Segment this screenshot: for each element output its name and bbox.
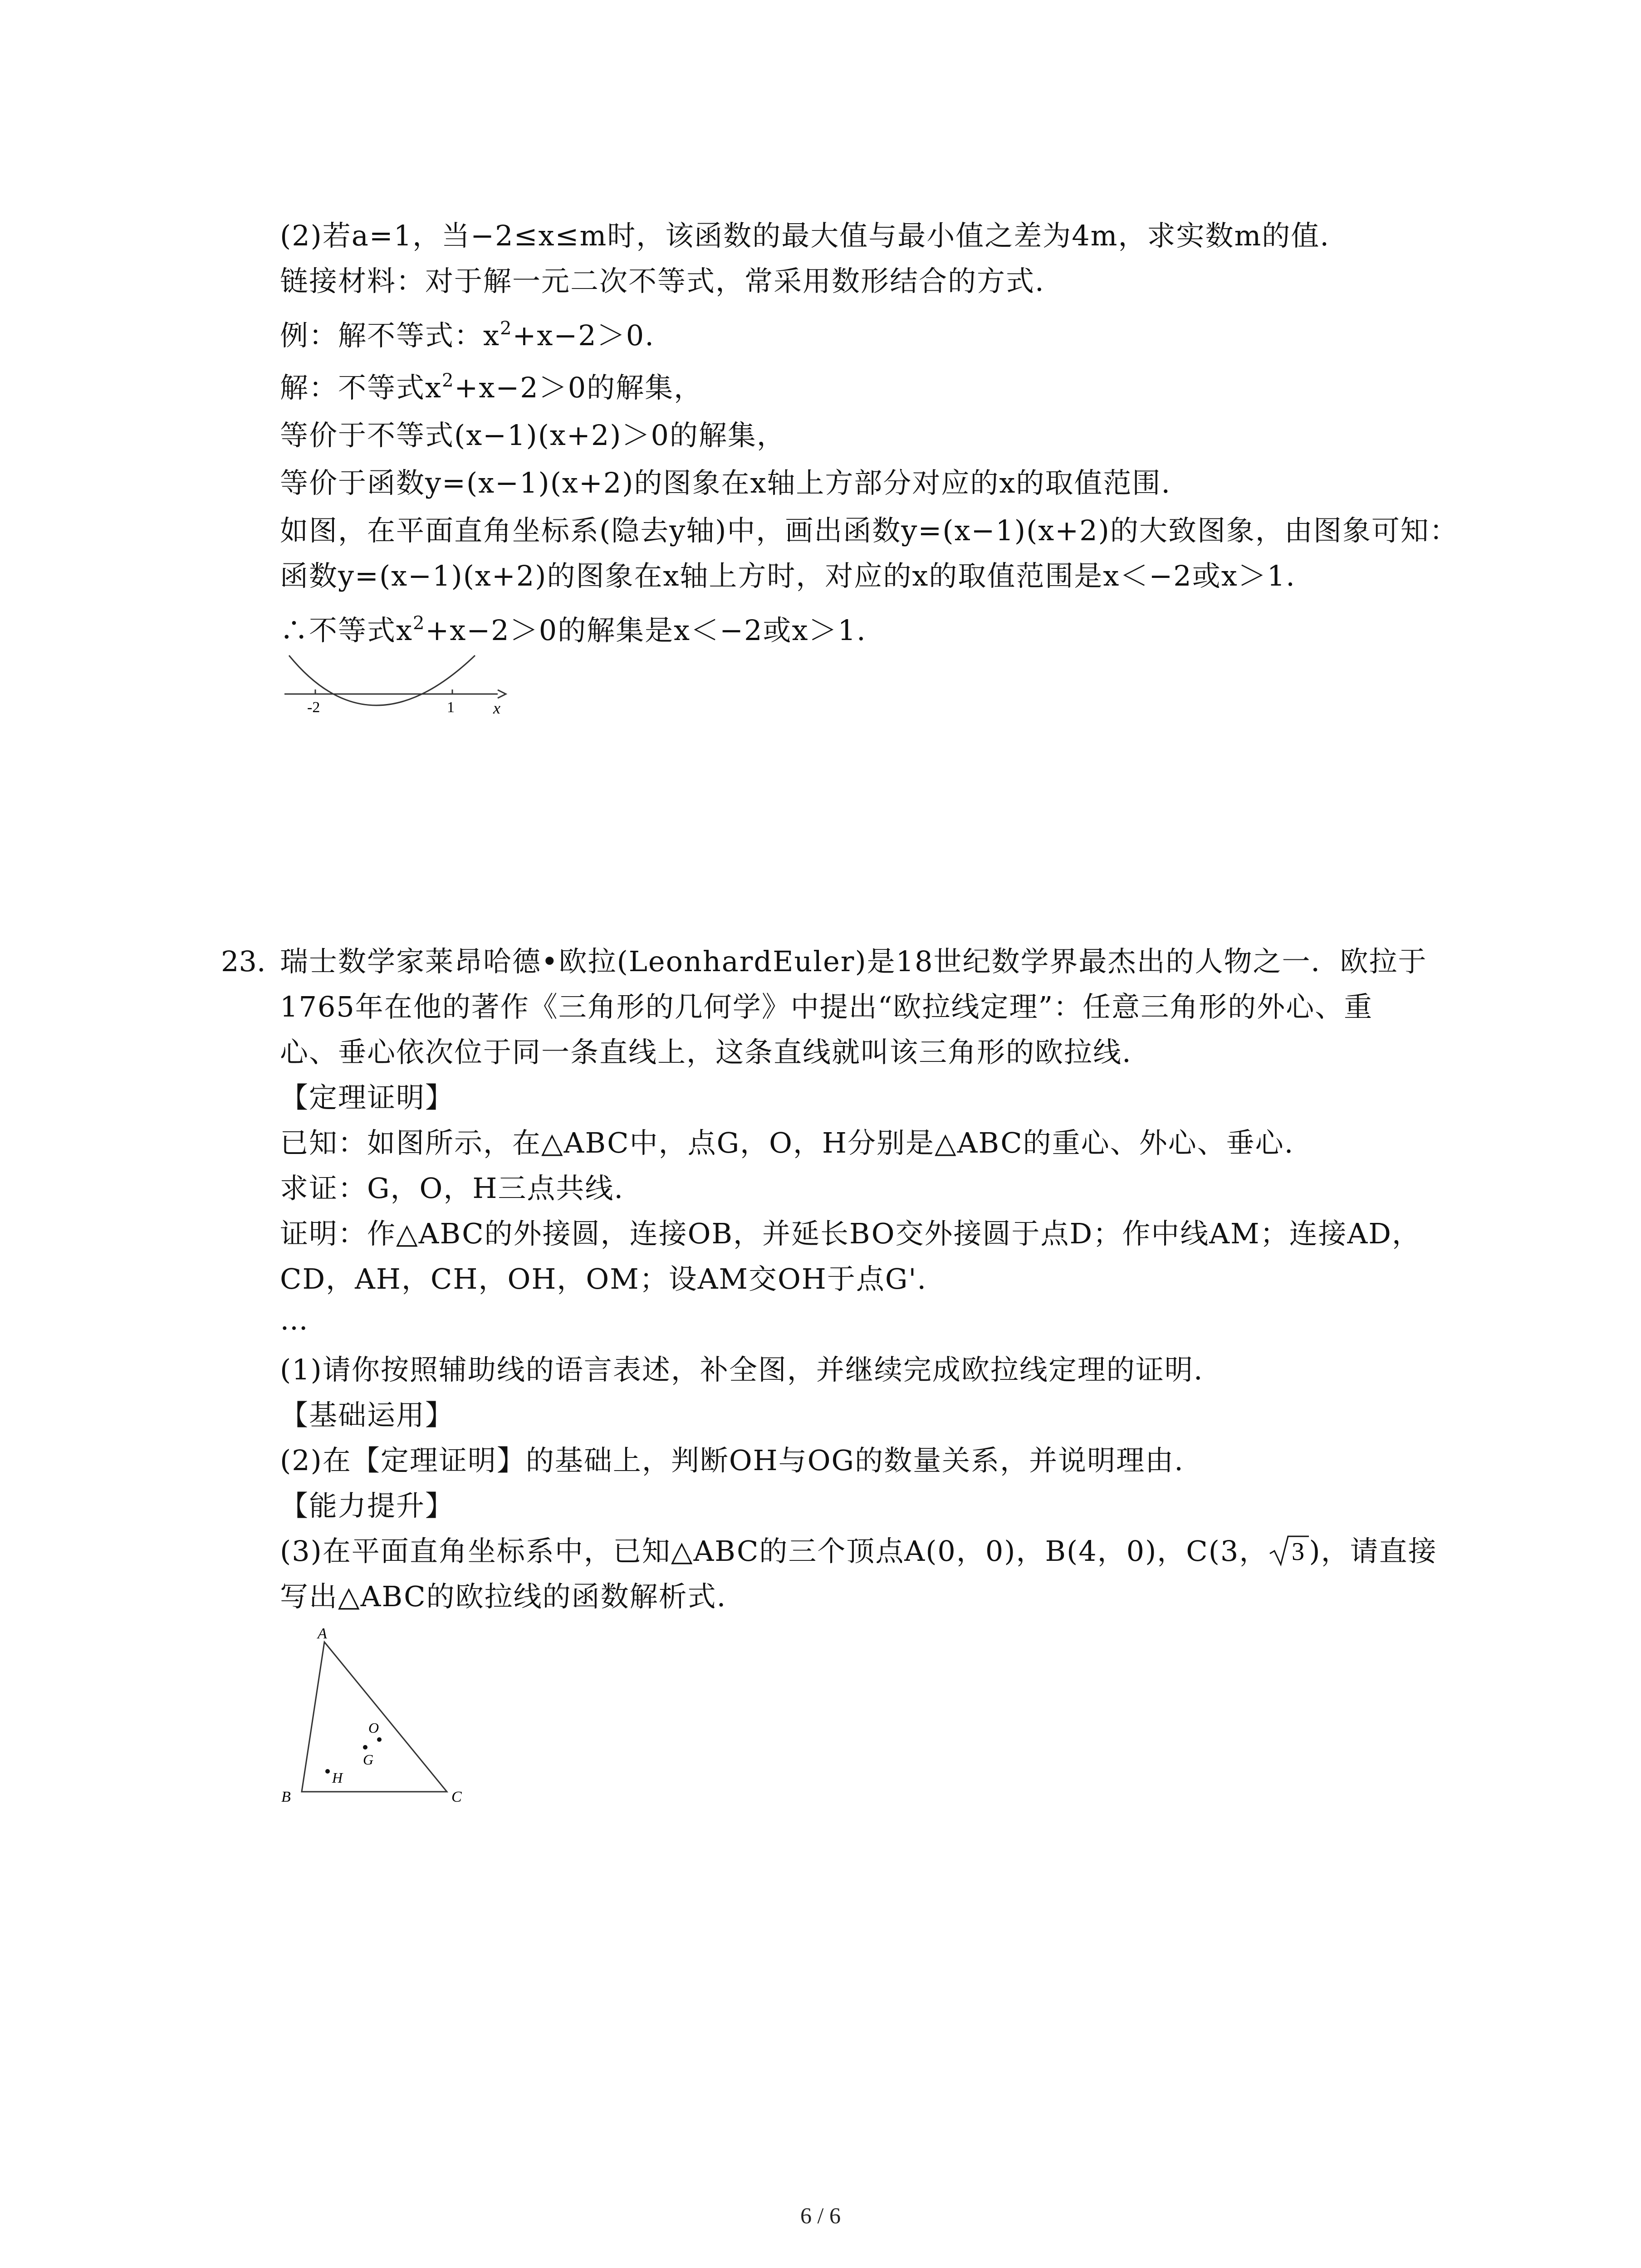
arrow-icon bbox=[498, 690, 506, 698]
point-h bbox=[325, 1769, 330, 1774]
point-o bbox=[377, 1737, 382, 1742]
sqrt-sign-icon bbox=[1268, 1534, 1309, 1567]
vertex-label-b: B bbox=[281, 1789, 291, 1805]
proof-line-1: 证明：作△ABC的外接圆，连接OB，并延长BO交外接圆于点D；作中线AM；连接AD， bbox=[280, 1217, 1421, 1250]
point-label-h: H bbox=[332, 1769, 343, 1786]
sub-question-1: (1)请你按照辅助线的语言表述，补全图，并继续完成欧拉线定理的证明. bbox=[280, 1353, 1204, 1386]
heading-theorem-proof: 【定理证明】 bbox=[280, 1081, 455, 1114]
sub-question-3: (3)在平面直角坐标系中，已知△ABC的三个顶点A(0，0)，B(4，0)，C(3， 3 )，请直接 bbox=[280, 1533, 1437, 1569]
solution-line-4: 如图，在平面直角坐标系(隐去y轴)中，画出函数y=(x−1)(x+2)的大致图象，由图象可知： bbox=[280, 514, 1459, 547]
point-g bbox=[363, 1745, 367, 1750]
point-label-o: O bbox=[368, 1720, 379, 1736]
tick-label-right: 1 bbox=[447, 699, 455, 716]
proof-line-2: CD，AH，CH，OH，OM；设AM交OH于点G'. bbox=[280, 1262, 927, 1295]
sub-question-3-cont: 写出△ABC的欧拉线的函数解析式. bbox=[280, 1580, 727, 1613]
solution-conclusion: ∴不等式$x^2+x-2>0$的解集是x＜−2或x＞1. bbox=[280, 613, 867, 647]
solution-line-1: 解：不等式$x^2+x-2>0$的解集， bbox=[280, 370, 703, 404]
triangle-abc bbox=[302, 1642, 447, 1792]
q23-intro-2: 1765年在他的著作《三角形的几何学》中提出“欧拉线定理”：任意三角形的外心、重 bbox=[280, 990, 1373, 1023]
heading-basic-use: 【基础运用】 bbox=[280, 1398, 455, 1432]
vertex-label-a: A bbox=[318, 1625, 327, 1642]
solution-line-5: 函数y=(x−1)(x+2)的图象在x轴上方时，对应的x的取值范围是x＜−2或x＞1. bbox=[280, 559, 1296, 592]
given-line: 已知：如图所示，在△ABC中，点G，O，H分别是△ABC的重心、外心、垂心. bbox=[280, 1126, 1294, 1159]
axis-label-x: x bbox=[493, 699, 500, 717]
sqrt-three bbox=[1268, 1533, 1309, 1569]
parabola-curve bbox=[289, 655, 475, 705]
ellipsis: … bbox=[280, 1303, 309, 1336]
heading-ability: 【能力提升】 bbox=[280, 1489, 455, 1522]
solution-line-3: 等价于函数y=(x−1)(x+2)的图象在x轴上方部分对应的x的取值范围. bbox=[280, 466, 1171, 499]
triangle-figure bbox=[272, 1624, 481, 1805]
page-number: 6 / 6 bbox=[800, 2203, 841, 2228]
svg-text:3: 3 bbox=[1292, 1538, 1306, 1566]
sub-question-2: (2)在【定理证明】的基础上，判断OH与OG的数量关系，并说明理由. bbox=[280, 1444, 1184, 1477]
example-line: 例：解不等式：$x^2+x-2>0$. bbox=[280, 318, 655, 352]
parabola-figure bbox=[280, 651, 516, 728]
prove-line: 求证：G，O，H三点共线. bbox=[280, 1172, 624, 1205]
point-label-g: G bbox=[363, 1751, 374, 1768]
solution-line-2: 等价于不等式(x−1)(x+2)＞0的解集， bbox=[280, 419, 786, 452]
link-material: 链接材料：对于解一元二次不等式，常采用数形结合的方式. bbox=[280, 264, 1045, 298]
q23-intro-3: 心、垂心依次位于同一条直线上，这条直线就叫该三角形的欧拉线. bbox=[280, 1036, 1132, 1069]
q23-intro-1: 瑞士数学家莱昂哈德•欧拉(LeonhardEuler)是18世纪数学界最杰出的人物之一．欧拉于 bbox=[280, 945, 1427, 978]
tick-label-left: -2 bbox=[307, 699, 320, 716]
q22-part2: (2)若a=1，当−2≤x≤m时，该函数的最大值与最小值之差为4m，求实数m的值. bbox=[280, 219, 1330, 252]
question-number: 23. bbox=[221, 945, 266, 978]
vertex-label-c: C bbox=[451, 1789, 462, 1805]
